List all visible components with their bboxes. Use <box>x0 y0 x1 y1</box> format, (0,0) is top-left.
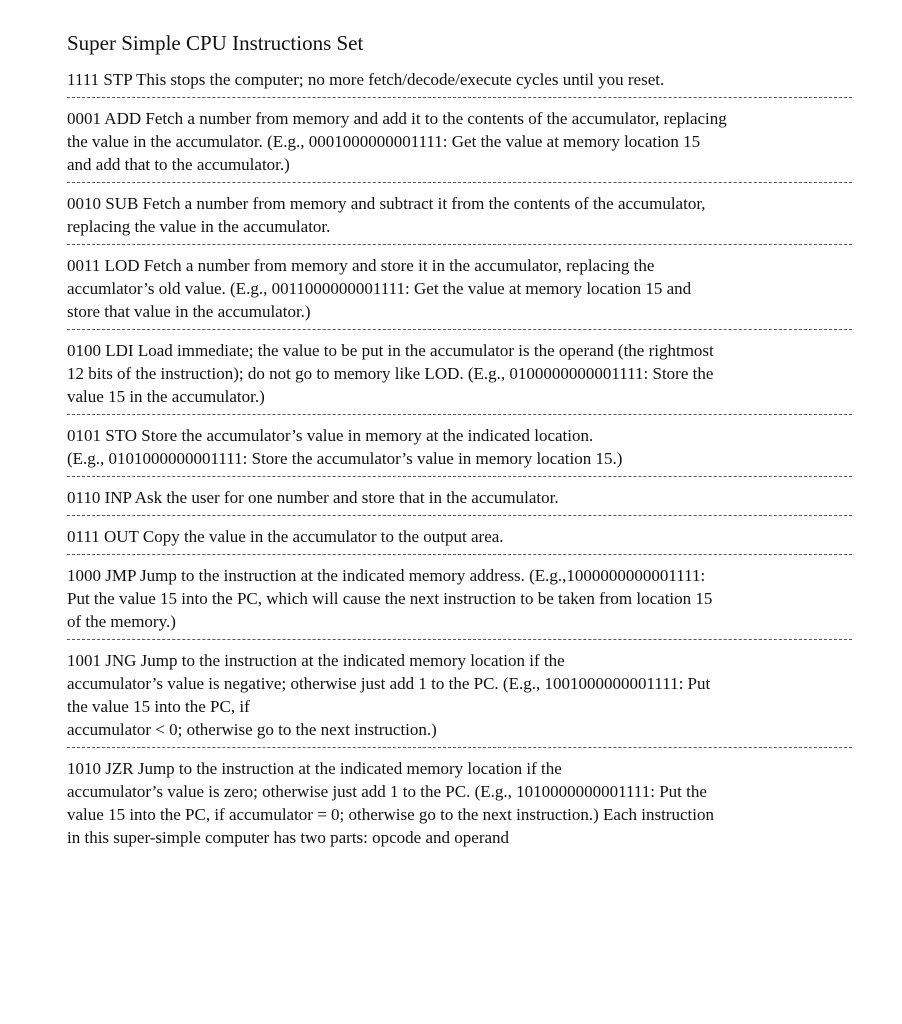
instruction-line: and add that to the accumulator.) <box>67 155 290 174</box>
instruction-line: accumlator’s old value. (E.g., 0011000000001111: Get the value at memory location 15 and <box>67 279 692 298</box>
instruction-add <box>67 107 852 176</box>
instruction-line: the value in the accumulator. (E.g., 0001000000001111: Get the value at memory location 15 <box>67 132 701 151</box>
instruction-line: 0011 LOD Fetch a number from memory and store it in the accumulator, replacing the <box>67 256 655 275</box>
separator <box>67 329 852 330</box>
separator <box>67 747 852 748</box>
instruction-line: 0110 INP Ask the user for one number and store that in the accumulator. <box>67 488 559 507</box>
instruction-line: replacing the value in the accumulator. <box>67 217 331 236</box>
separator <box>67 414 852 415</box>
instruction-line: of the memory.) <box>67 612 176 631</box>
instruction-line: 1010 JZR Jump to the instruction at the indicated memory location if the <box>67 759 562 778</box>
instruction-jmp <box>67 564 852 633</box>
separator <box>67 554 852 555</box>
instruction-line: 0100 LDI Load immediate; the value to be put in the accumulator is the operand (the rightmost <box>67 341 714 360</box>
instruction-line: 0010 SUB Fetch a number from memory and subtract it from the contents of the accumulator, <box>67 194 706 213</box>
instruction-line: 0111 OUT Copy the value in the accumulator to the output area. <box>67 527 504 546</box>
instruction-line: 0101 STO Store the accumulator’s value in memory at the indicated location. <box>67 426 594 445</box>
separator <box>67 244 852 245</box>
document-title: Super Simple CPU Instructions Set <box>67 31 364 55</box>
instruction-line: accumulator < 0; otherwise go to the next instruction.) <box>67 720 437 739</box>
instruction-line: 1000 JMP Jump to the instruction at the indicated memory address. (E.g.,1000000000001111: <box>67 566 706 585</box>
instruction-lod <box>67 254 852 323</box>
separator <box>67 639 852 640</box>
instruction-ldi <box>67 339 852 408</box>
instruction-line: accumulator’s value is zero; otherwise just add 1 to the PC. (E.g., 1010000000001111: Put the <box>67 782 707 801</box>
instruction-jzr <box>67 757 852 849</box>
instruction-line: (E.g., 0101000000001111: Store the accumulator’s value in memory location 15.) <box>67 449 623 468</box>
instruction-sub <box>67 192 852 238</box>
instruction-line: the value 15 into the PC, if <box>67 697 250 716</box>
instruction-stp <box>67 68 852 91</box>
separator <box>67 182 852 183</box>
instruction-line: 0001 ADD Fetch a number from memory and add it to the contents of the accumulator, replacing <box>67 109 727 128</box>
separator <box>67 476 852 477</box>
instruction-out <box>67 525 852 548</box>
instruction-line: Put the value 15 into the PC, which will cause the next instruction to be taken from location 15 <box>67 589 713 608</box>
instruction-sto <box>67 424 852 470</box>
instruction-line: 1111 STP This stops the computer; no more fetch/decode/execute cycles until you reset. <box>67 70 665 89</box>
instruction-line: 1001 JNG Jump to the instruction at the indicated memory location if the <box>67 651 565 670</box>
instruction-line: in this super-simple computer has two parts: opcode and operand <box>67 828 510 847</box>
instruction-line: 12 bits of the instruction); do not go to memory like LOD. (E.g., 0100000000001111: Store the <box>67 364 714 383</box>
instruction-line: value 15 into the PC, if accumulator = 0; otherwise go to the next instruction.) Each instruction <box>67 805 714 824</box>
instruction-jng <box>67 649 852 741</box>
instruction-line: store that value in the accumulator.) <box>67 302 311 321</box>
instruction-line: value 15 in the accumulator.) <box>67 387 265 406</box>
document-page <box>67 30 852 849</box>
instruction-inp <box>67 486 852 509</box>
separator <box>67 97 852 98</box>
separator <box>67 515 852 516</box>
instruction-line: accumulator’s value is negative; otherwise just add 1 to the PC. (E.g., 1001000000001111: Put <box>67 674 711 693</box>
